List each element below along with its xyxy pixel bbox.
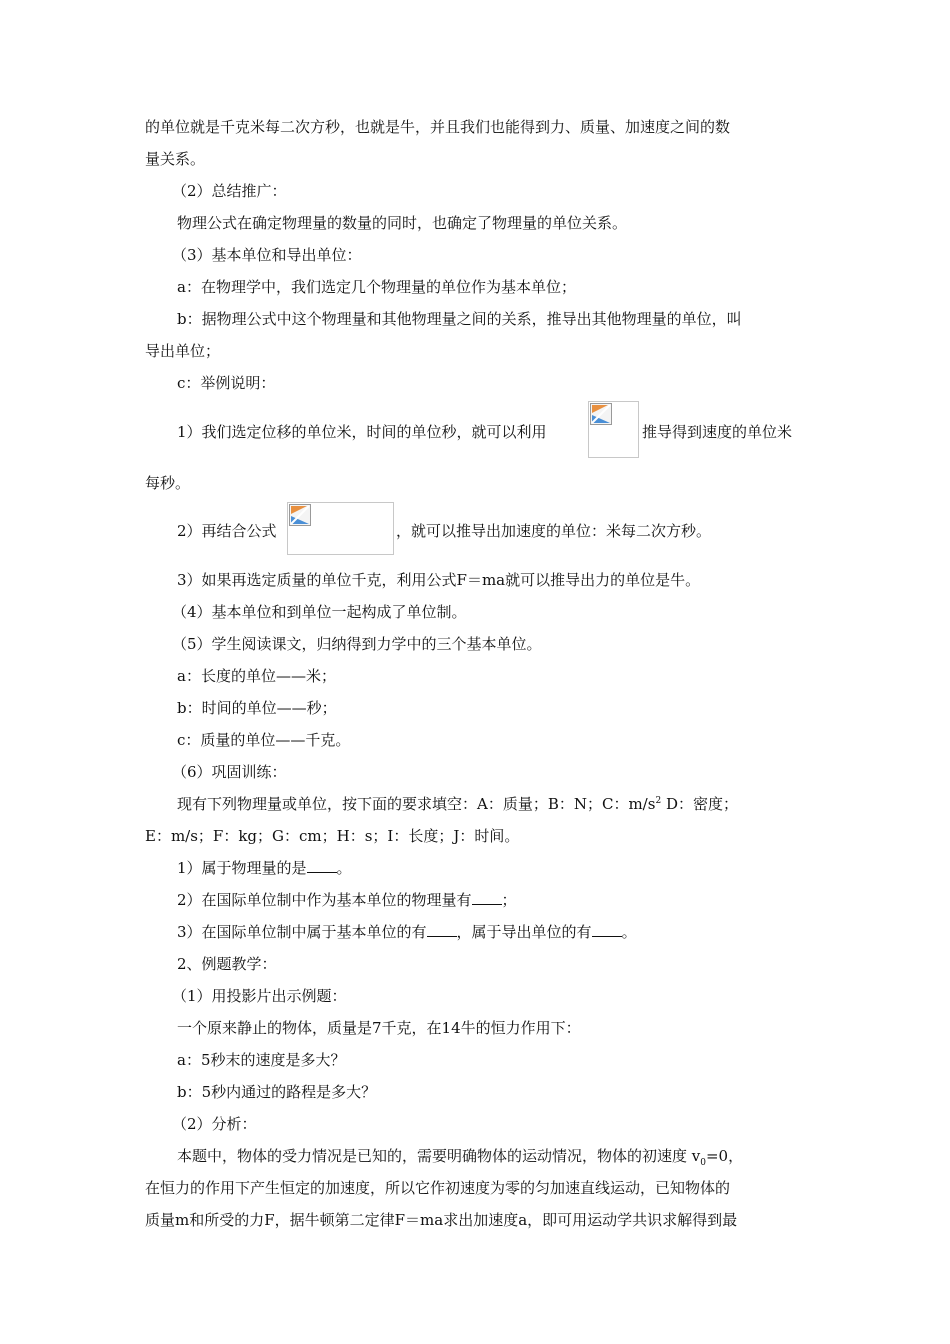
text-line: b：5秒内通过的路程是多大？ (177, 1083, 377, 1101)
text-run: ，属于导出单位的有 (456, 923, 592, 941)
fill-blank (472, 890, 502, 905)
text-line: b：时间的单位——秒； (177, 699, 337, 717)
text-line: （4）基本单位和到单位一起构成了单位制。 (172, 603, 467, 621)
broken-image-icon (289, 504, 311, 526)
text-line: 导出单位； (145, 342, 221, 360)
text-line: （5）学生阅读课文，归纳得到力学中的三个基本单位。 (172, 635, 542, 653)
text-line (177, 794, 738, 814)
text-line: 一个原来静止的物体，质量是7千克，在14牛的恒力作用下： (177, 1019, 581, 1037)
text-line: 推导得到速度的单位米 (642, 423, 793, 441)
text-line: 量关系。 (145, 150, 206, 168)
text-line: c：质量的单位——千克。 (177, 731, 351, 749)
text-line: a：5秒末的速度是多大？ (177, 1051, 346, 1069)
text-line: （1）用投影片出示例题： (172, 987, 347, 1005)
text-line: 物理公式在确定物理量的数量的同时，也确定了物理量的单位关系。 (177, 214, 628, 232)
text-run: 现有下列物理量或单位，按下面的要求填空：A：质量；B：N；C：m/s (177, 795, 656, 813)
text-line (177, 1146, 743, 1166)
text-line: （6）巩固训练： (172, 763, 287, 781)
text-run: 1）属于物理量的是 (177, 859, 307, 877)
text-line: 每秒。 (145, 474, 191, 492)
text-run: =0， (705, 1147, 744, 1165)
text-run: D：密度； (661, 795, 738, 813)
text-line: （2）总结推广： (172, 182, 287, 200)
text-line: a：在物理学中，我们选定几个物理量的单位作为基本单位； (177, 278, 576, 296)
text-run: 。 (336, 859, 352, 877)
formula-image-placeholder (588, 401, 639, 458)
text-run: ； (501, 891, 517, 909)
text-line (177, 890, 517, 910)
text-run: 。 (621, 923, 637, 941)
superscript: 2 (655, 796, 662, 806)
text-line: a：长度的单位——米； (177, 667, 336, 685)
text-run: 本题中，物体的受力情况是已知的，需要明确物体的运动情况，物体的初速度 v (177, 1147, 701, 1165)
text-line: （2）分析： (172, 1115, 257, 1133)
text-line: 在恒力的作用下产生恒定的加速度，所以它作初速度为零的匀加速直线运动，已知物体的 (145, 1179, 731, 1197)
text-line: E：m/s；F：kg；G：cm；H：s；I：长度；J：时间。 (145, 827, 520, 845)
text-line: 的单位就是千克米每二次方秒，也就是牛，并且我们也能得到力、质量、加速度之间的数 (145, 118, 731, 136)
text-line: ，就可以推导出加速度的单位：米每二次方秒。 (396, 522, 712, 540)
text-line: 3）如果再选定质量的单位千克，利用公式F＝ma就可以推导出力的单位是牛。 (177, 571, 701, 589)
text-line: c：举例说明： (177, 374, 276, 392)
formula-image-placeholder (287, 502, 394, 555)
subscript: 0 (700, 1158, 706, 1168)
text-line (177, 922, 637, 942)
text-line: 质量m和所受的力F，据牛顿第二定律F＝ma求出加速度a，即可用运动学共识求解得到最 (145, 1211, 738, 1229)
text-line: b：据物理公式中这个物理量和其他物理量之间的关系，推导出其他物理量的单位，叫 (177, 310, 742, 328)
text-run: 2）在国际单位制中作为基本单位的物理量有 (177, 891, 472, 909)
fill-blank (592, 922, 622, 937)
fill-blank (427, 922, 457, 937)
text-line: 1）我们选定位移的单位米，时间的单位秒，就可以利用 (177, 423, 547, 441)
text-line: （3）基本单位和导出单位： (172, 246, 362, 264)
text-line (177, 858, 352, 878)
text-line: 2、例题教学： (177, 955, 277, 973)
fill-blank (307, 858, 337, 873)
broken-image-icon (590, 403, 612, 425)
text-line: 2）再结合公式 (177, 522, 277, 540)
text-run: 3）在国际单位制中属于基本单位的有 (177, 923, 427, 941)
